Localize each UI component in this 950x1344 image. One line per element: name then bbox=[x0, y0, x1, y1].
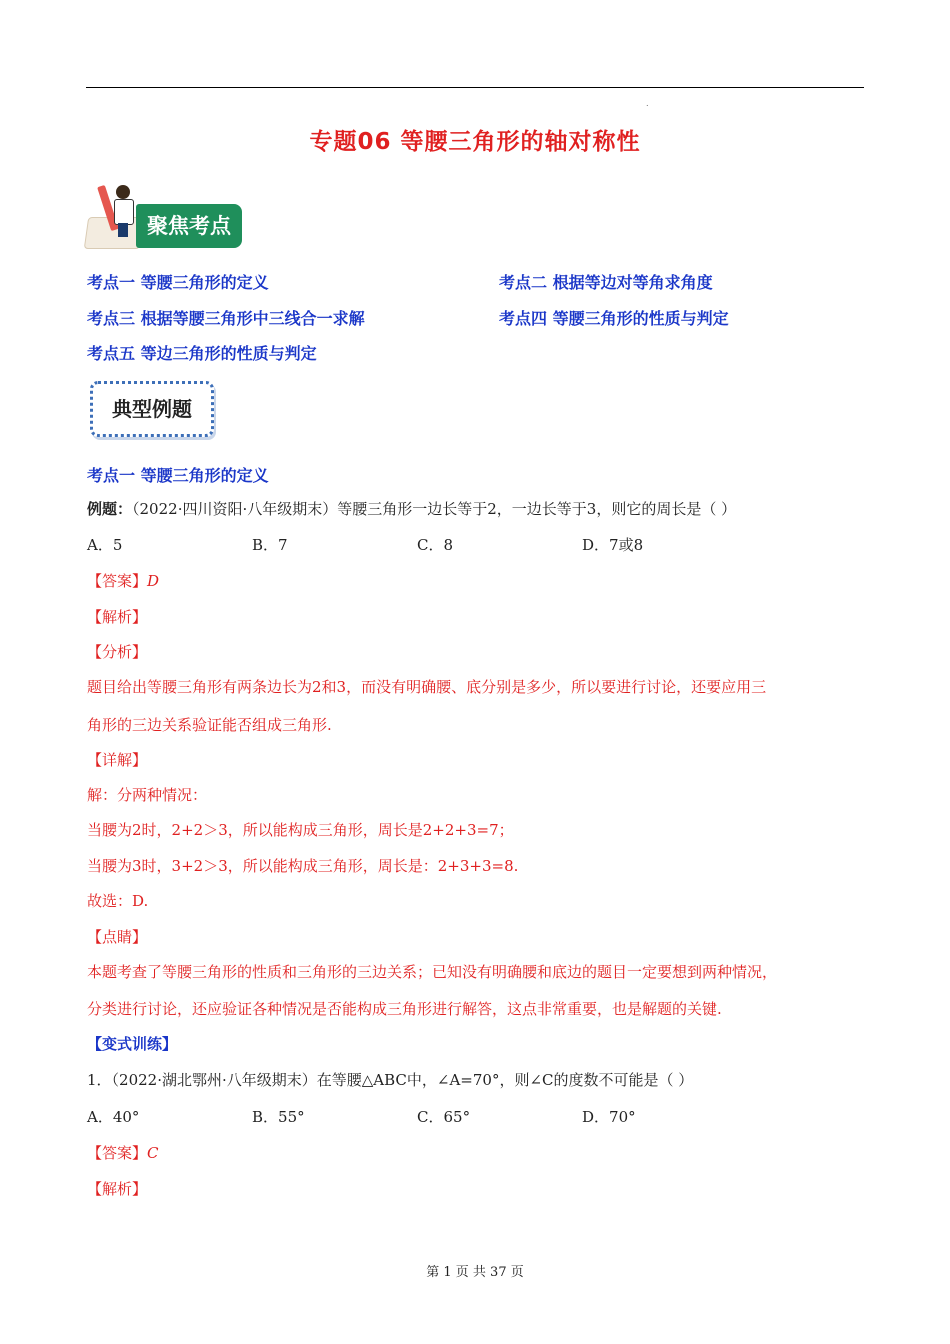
practice-option-b: B．55° bbox=[252, 1108, 305, 1126]
practice-question-1: 1．（2022·湖北鄂州·八年级期末）在等腰△ABC中，∠A=70°，则∠C的度数不可能是（ ） bbox=[87, 1071, 694, 1089]
comment-text-2: 分类进行讨论，还应验证各种情况是否能构成三角形进行解答，这点非常重要，也是解题的关键. bbox=[87, 1000, 722, 1018]
practice-answer-line bbox=[87, 1142, 159, 1163]
toc-item-1[interactable]: 考点一 等腰三角形的定义 bbox=[87, 273, 269, 292]
focus-badge-label: 聚焦考点 bbox=[136, 204, 242, 248]
comment-tag: 【点睛】 bbox=[87, 928, 148, 946]
practice-analysis-tag: 【解析】 bbox=[87, 1180, 148, 1198]
header-mark: . bbox=[646, 99, 649, 108]
detail-text-3: 当腰为3时，3+2＞3，所以能构成三角形，周长是：2+3+3=8. bbox=[87, 857, 519, 875]
analysis-tag: 【解析】 bbox=[87, 608, 148, 626]
option-b: B．7 bbox=[252, 536, 288, 554]
fenxi-text-1: 题目给出等腰三角形有两条边长为2和3，而没有明确腰、底分别是多少，所以要进行讨论，还要应用三 bbox=[87, 678, 767, 696]
typical-examples-label: 典型例题 bbox=[112, 397, 192, 421]
student-figure-icon bbox=[116, 185, 130, 199]
practice-option-c: C．65° bbox=[417, 1108, 471, 1126]
practice-tag: 【变式训练】 bbox=[87, 1035, 178, 1053]
option-c: C．8 bbox=[417, 536, 454, 554]
detail-text-2: 当腰为2时，2+2＞3，所以能构成三角形，周长是2+2+3=7； bbox=[87, 821, 514, 839]
section-heading: 考点一 等腰三角形的定义 bbox=[87, 466, 269, 485]
comment-text-1: 本题考查了等腰三角形的性质和三角形的三边关系；已知没有明确腰和底边的题目一定要想到两种情况， bbox=[87, 963, 778, 981]
practice-answer-value: C bbox=[147, 1144, 159, 1162]
page-footer: 第 1 页 共 37 页 bbox=[426, 1265, 524, 1280]
toc-item-2[interactable]: 考点二 根据等边对等角求角度 bbox=[499, 273, 713, 292]
example-question bbox=[87, 498, 736, 519]
header-rule bbox=[86, 87, 864, 88]
answer-line bbox=[87, 570, 159, 591]
toc-item-4[interactable]: 考点四 等腰三角形的性质与判定 bbox=[499, 309, 729, 328]
detail-tag: 【详解】 bbox=[87, 751, 148, 769]
example-label: 例题： bbox=[87, 500, 133, 518]
page-title: 专题06 等腰三角形的轴对称性 bbox=[309, 129, 641, 155]
fenxi-text-2: 角形的三边关系验证能否组成三角形. bbox=[87, 716, 332, 734]
answer-value: D bbox=[147, 572, 160, 590]
toc-item-3[interactable]: 考点三 根据等腰三角形中三线合一求解 bbox=[87, 309, 365, 328]
practice-option-d: D．70° bbox=[582, 1108, 636, 1126]
typical-examples-badge bbox=[90, 381, 214, 437]
answer-tag: 【答案】 bbox=[87, 572, 148, 590]
example-question-text: （2022·四川资阳·八年级期末）等腰三角形一边长等于2，一边长等于3，则它的周长是（ ） bbox=[132, 500, 737, 518]
toc-item-5[interactable]: 考点五 等边三角形的性质与判定 bbox=[87, 344, 317, 363]
focus-badge bbox=[84, 183, 244, 253]
practice-option-a: A．40° bbox=[87, 1108, 140, 1126]
detail-text-4: 故选：D. bbox=[87, 892, 149, 910]
practice-answer-tag: 【答案】 bbox=[87, 1144, 148, 1162]
detail-text-1: 解：分两种情况： bbox=[87, 786, 208, 804]
option-d: D．7或8 bbox=[582, 536, 644, 554]
fenxi-tag: 【分析】 bbox=[87, 643, 148, 661]
option-a: A．5 bbox=[87, 536, 123, 554]
